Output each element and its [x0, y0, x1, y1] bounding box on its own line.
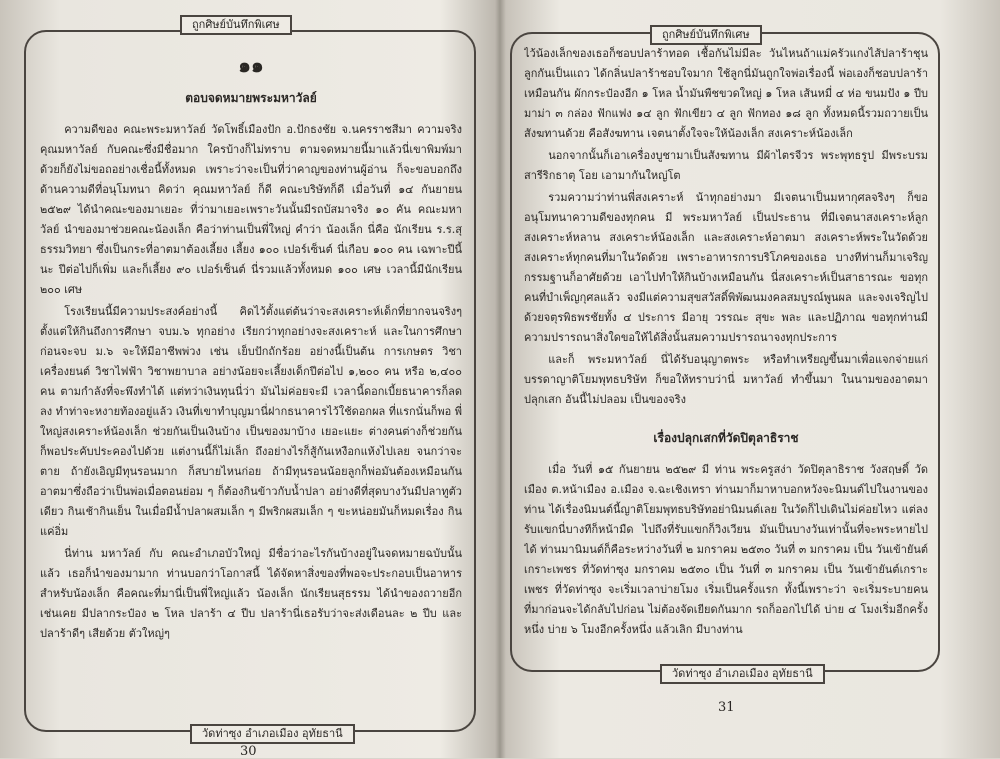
spacer [524, 412, 928, 422]
paragraph: รวมความว่าท่านพี่สงเคราะห์ น้าทุกอย่างมา มีเจตนาเป็นมหากุศลจริงๆ ก็ขออนุโมทนาความดีของทุกคน มี พระมหาวัลย์ เป็นประธาน ที่มีเจตนาสงเคราะห์ลูก สงเคราะห์หลาน สงเคราะห์น้องเล็ก และสงเคราะห์อาตมา สงเคราะห์พระในวัดด้วย สงเคราะห์ทุกคนที่มาในวัดด้วย เพราะอาหารการบริโภคของเธอ บางทีท่านก็มาเจริญกรรมฐานก็อาศัยด้วย เอาไปทำให้กินบ้างเหมือนกัน นี่สงเคราะห์เป็นสาธารณะ ขอทุกคนที่บำเพ็ญกุศลแล้ว จงมีแต่ความสุขสวัสดิ์พิพัฒนมงคลสมบูรณ์พูนผล และจงเจริญไปด้วยจตุรพิธพรชัยทั้ง ๔ ประการ มีอายุ วรรณะ สุขะ พละ และปฏิภาณ ขอทุกท่านมีความปรารถนาสิ่งใดขอให้ได้สิ่งนั้นสมความปรารถนาจงทุกประการ [524, 191, 928, 344]
footer-tab: วัดท่าซุง อำเภอเมือง อุทัยธานี [190, 724, 355, 744]
chapter-number: ๑๑ [238, 53, 264, 77]
paragraph: ไว้น้องเล็กของเธอก็ชอบปลาร้าทอด เชื้อกันไม่มีละ วันไหนถ้าแม่ครัวแกงไส้ปลาร้าชุนลูกกันเป็นแถว ได้กลิ่นปลาร้าชอบใจมาก ใช้ลูกนี่มันถูกใจพ่อเรื่องนี้ พ่อเองก็ชอบปลาร้าเหมือนกัน ผักกระป๋องอีก ๑ โหล น้ำมันพืชขวดใหญ่ ๑ โหล เส้นหมี่ ๔ ห่อ ขนมปัง ๑ ปีบ มาม่า ๓ กล่อง ฟักแฟง ๑๔ ลูก ฟักเขียว ๔ ลูก ฟักทอง ๑๘ ลูก ทั้งหมดนี้รวมถวายเป็นสังฆทานด้วย คือสังฆทาน เจตนาตั้งใจจะให้น้องเล็ก สงเคราะห์น้องเล็ก [524, 47, 928, 140]
page-content [40, 48, 462, 720]
left-page [0, 0, 500, 758]
right-page [500, 0, 1000, 758]
section-title: ตอบจดหมายพระมหาวัลย์ [185, 91, 317, 105]
paragraph: ความดีของ คณะพระมหาวัลย์ วัดโพธิ์เมืองปัก อ.ปักธงชัย จ.นครราชสีมา ความจริง คุณมหาวัลย์ กับคณะซึ่งมีชื่อมาก ใครบ้างก็ไม่ทราบ ตามจดหมายนี้มาแล้วนี่เขาพิมพ์มาด้วยก็ยังไม่ขอถอย่างเชื่อนี้ทั้งหมด เพราะว่าจะเป็นที่ว่าคาญของท่านผู้อ่าน ก็จะขอบอกถึงด้านความดีที่อนุโมทนา คิดว่า คุณมหาวัลย์ ก็ดี คณะบริษัทก็ดี เมื่อวันที่ ๑๔ กันยายน ๒๕๒๙ ได้นำคณะของมาเยอะ ที่ว่ามาเยอะเพราะวันนั้นมีรถบัสมาจริง ๑๐ คัน คณะมหาวัลย์ นำของมาช่วยคณะน้องเล็ก คือว่าท่านเป็นพี่ใหญ่ คำว่า น้องเล็ก นี่คือ นักเรียน ร.ร.สุธรรมวิทยา ซึ่งเป็นกระที่อาตมาต้องเลี้ยง เลี้ยง ๑๐๐ เปอร์เซ็นต์ นี่เกือบ ๑๐๐ คน เฉพาะปีนี้นะ ปีต่อไปก็เพิ่ม และก็เลี้ยง ๙๐ เปอร์เซ็นต์ นี่รวมแล้วทั้งหมด ๑๐๐ เศษ เวลานี้มีนักเรียน ๒๐๐ เศษ [40, 123, 462, 296]
paragraph: นอกจากนั้นก็เอาเครื่องบูชามาเป็นสังฆทาน มีผ้าไตรจีวร พระพุทธรูป มีพระบรมสารีริกธาตุ โอย เอามากันใหญ่โต [524, 149, 928, 182]
paragraph: นี่ท่าน มหาวัลย์ กับ คณะอำเภอบัวใหญ่ มีชื่อว่าอะไรกันบ้างอยู่ในจดหมายฉบับนั้นแล้ว เธอก็นำของมามาก ท่านบอกว่าโอกาสนี้ ได้จัดหาสิ่งของที่พอจะประกอบเป็นอาหารสำหรับน้องเล็ก คือคณะที่มานี่เป็นพี่ใหญ่แล้ว น้องเล็ก นักเรียนสุธรรม ได้นำของถวายอีกเช่นเคย มีปลากระป๋อง ๒ โหล ปลาร้า ๔ ปีบ ปลาร้านี่เธอรับว่าจะส่งเดือนละ ๒ ปีบ และปลาร้าดีๆ เสียด้วย ตัวใหญ่ๆ [40, 547, 462, 640]
page-content [524, 44, 928, 660]
paragraph: โรงเรียนนี้มีความประสงค์อย่างนี้ คิดไว้ตั้งแต่ต้นว่าจะสงเคราะห์เด็กที่ยากจนจริงๆ ตั้งแต่ให้กินถึงการศึกษา จบม.๖ ทุกอย่าง เรียกว่าทุกอย่างจะสงเคราะห์ และในการศึกษาก่อนจะจบ ม.๖ จะให้มีอาชีพพ่วง เช่น เย็บปักถักร้อย อย่างนี้เป็นต้น การเกษตร วิชาเครื่องยนต์ วิชาไฟฟ้า วิชาพยาบาล อย่างน้อยจะเลี้ยงเด็กปีต่อไป ๑,๒๐๐ คน หรือ ๒,๔๐๐ คน ตามกำลังที่จะพึงทำได้ แต่ทว่าเงินทุนนี่ว่า มันไม่ค่อยจะมี เวลานี้ดอกเบี้ยธนาคารก็ลดลง ทำท่าจะหงายท้องอยู่แล้ว เงินที่เขาทำบุญมานี่ฝากธนาคารไว้ใช้ดอกผล ที่แรกนั่นก็พอ พี่ใหญ่สงเคราะห์น้องเล็ก ช่วยกันเป็นเงินบ้าง เป็นของมาบ้าง เยอะแยะ ต่างคนต่างก็ช่วยกัน ก็พอประคับประคองไปด้วย แต่งานนี้ก็ไม่เล็ก ถึงอย่างไรก็สู้กันเหงือกแห้งไปเลย จนกว่าจะตาย ถ้ายังเอิญมีทุนรอนมาก ก็สบายไหนก่อย ถ้ามีทุนรอนน้อยลูกก็พ่อมันต้องเหมือนกัน อาตมาซึ่งถือว่าเป็นพ่อเมื่อตอนย่อม ๆ ก็ต้องกินข้าวกับน้ำปลา อย่างดีที่สุดบางวันมีปลาทูตัวเดียว กินเช้ากินเย็น ในเมื่อมีน้ำปลาผสมเล็ก ๆ มีพริกผสมเล็ก ๆ ขะหน่อยมันก็หมดเรื่อง กินแค่อิ่ม [40, 305, 462, 538]
paragraph: เมื่อ วันที่ ๑๕ กันยายน ๒๕๒๙ มี ท่าน พระครูสง่า วัดปิตุลาธิราช วังสฤษดิ์ วัดเมือง ต.หน้าเมือง อ.เมือง จ.ฉะเชิงเทรา ท่านมาก็มาหาบอกหวังจะนิมนต์ไปในงานของท่าน ได้เรื่องนิมนต์นี้ญาติโยมพุทธบริษัทอย่านิมนต์เลย ในวัดก็ไปเดินไม่ค่อยไหว แต่ลงรับแขกนี่บางทีก็หน้ามืด ไปถึงที่รับแขกก็วิงเวียน มันเป็นบางวันเท่านั้นที่จะพระหายไปได้ ท่านมานิมนต์ก็คือระหว่างวันที่ ๒ มกราคม ๒๕๓๐ วันที่ ๓ มกราคม เป็น วันเข้ายันต์เกราะเพชร ที่วัดท่าซุง มกราคม ๒๕๓๐ เป็น วันที่ ๓ มกราคม เป็น วันเข้ายันต์เกราะเพชร ที่วัดท่าซุง จะเริ่มเวลาบ่ายโมง เริ่มเป็นครั้งแรก ทั้งนี้เพราะว่า จะเริ่มระบายคนที่มาก่อนจะได้กลับไปก่อน ไม่ต้องจัดเยียดกันมาก รถก็ออกไปได้ บ่าย ๔ โมงเริ่มอีกครั้งหนึ่ง บ่าย ๖ โมงอีกครั้งหนึ่ง แล้วเลิก มีบางท่าน [524, 463, 928, 636]
section-title: เรื่องปลุกเสกที่วัดปิตุลาธิราช [653, 431, 799, 445]
page-number: 31 [718, 700, 735, 715]
footer-tab: วัดท่าซุง อำเภอเมือง อุทัยธานี [660, 664, 825, 684]
page-number: 30 [240, 744, 257, 759]
header-tab: ถูกศิษย์บันทึกพิเศษ [180, 15, 292, 35]
paragraph: และก็ พระมหาวัลย์ นี่ได้รับอนุญาตพระ หรือทำเหรียญขึ้นมาเพื่อแจกจ่ายแก่บรรดาญาติโยมพุทธบริษัท ก็ขอให้ทราบว่านี่ มหาวัลย์ ทำขึ้นมา ในนามของอาตมาปลุกเสก อันนี้ไม่ปลอม เป็นของจริง [524, 353, 928, 406]
header-tab: ถูกศิษย์บันทึกพิเศษ [650, 25, 762, 45]
